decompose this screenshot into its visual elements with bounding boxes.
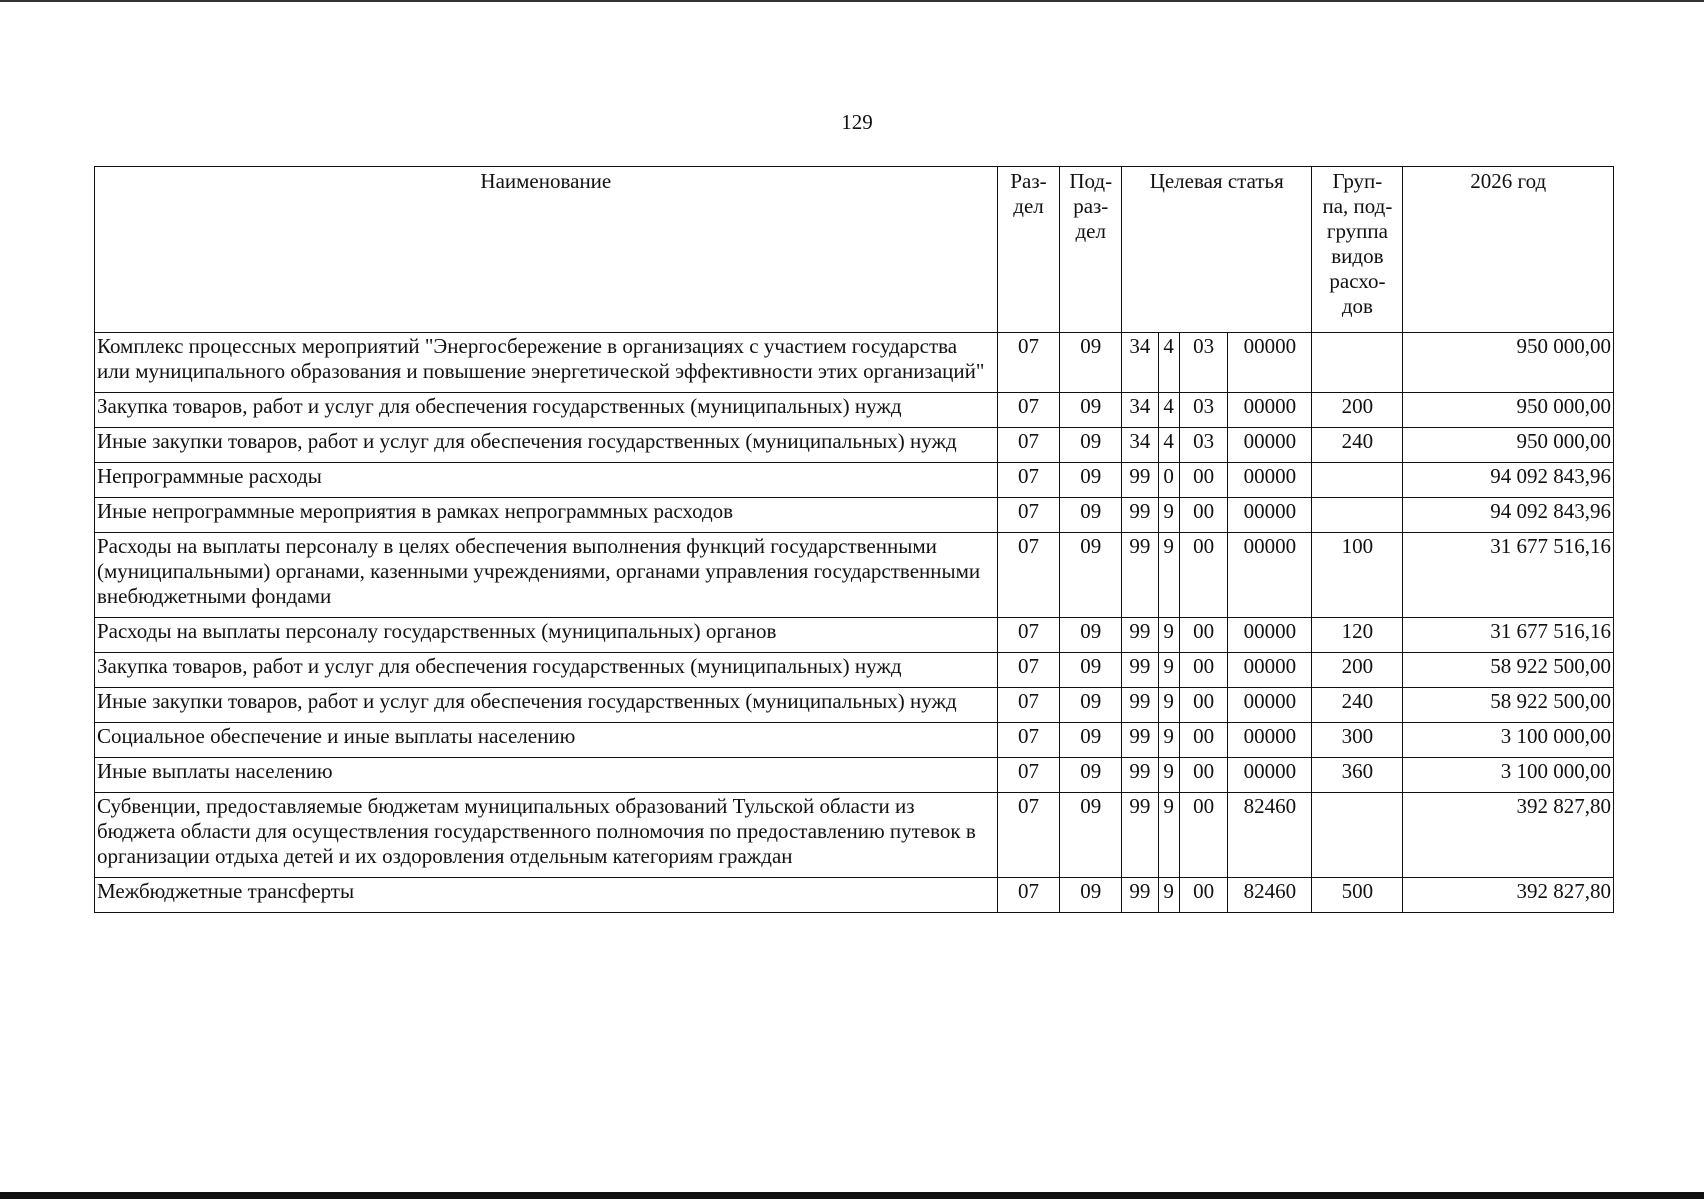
cell-target-direction: 00000 — [1228, 498, 1312, 533]
cell-target-event: 00 — [1179, 498, 1228, 533]
cell-target-program: 99 — [1122, 618, 1158, 653]
cell-target-type: 9 — [1158, 653, 1179, 688]
cell-target-type: 9 — [1158, 688, 1179, 723]
cell-target-direction: 00000 — [1228, 723, 1312, 758]
cell-name: Иные закупки товаров, работ и услуг для обеспечения государственных (муниципальных) нужд — [95, 428, 998, 463]
cell-target-program: 99 — [1122, 463, 1158, 498]
table-row — [95, 498, 1614, 533]
cell-target-program: 34 — [1122, 333, 1158, 393]
header-expense-group: Груп- па, под- группа видов расхо- дов — [1312, 167, 1403, 333]
cell-target-event: 03 — [1179, 393, 1228, 428]
table-row — [95, 653, 1614, 688]
cell-name: Расходы на выплаты персоналу в целях обеспечения выполнения функций государственными (муниципальными) органами, казенными учреждениями, органами управления государственными внебюджетными фондами — [95, 533, 998, 618]
cell-section: 07 — [997, 653, 1060, 688]
table-row — [95, 793, 1614, 878]
cell-target-direction: 00000 — [1228, 653, 1312, 688]
cell-target-event: 00 — [1179, 688, 1228, 723]
header-target-article: Целевая статья — [1122, 167, 1312, 333]
page-top-edge — [0, 0, 1704, 2]
cell-section: 07 — [997, 333, 1060, 393]
cell-expense-group: 100 — [1312, 533, 1403, 618]
cell-subsection: 09 — [1060, 793, 1122, 878]
cell-target-event: 00 — [1179, 758, 1228, 793]
cell-target-type: 9 — [1158, 498, 1179, 533]
cell-subsection: 09 — [1060, 428, 1122, 463]
cell-target-type: 9 — [1158, 533, 1179, 618]
header-subsection: Под- раз- дел — [1060, 167, 1122, 333]
cell-section: 07 — [997, 498, 1060, 533]
cell-target-event: 00 — [1179, 533, 1228, 618]
cell-section: 07 — [997, 428, 1060, 463]
cell-target-direction: 82460 — [1228, 878, 1312, 913]
cell-target-direction: 00000 — [1228, 688, 1312, 723]
cell-section: 07 — [997, 533, 1060, 618]
cell-amount: 950 000,00 — [1403, 393, 1614, 428]
cell-name: Закупка товаров, работ и услуг для обеспечения государственных (муниципальных) нужд — [95, 393, 998, 428]
cell-target-program: 99 — [1122, 498, 1158, 533]
cell-subsection: 09 — [1060, 758, 1122, 793]
cell-name: Иные непрограммные мероприятия в рамках непрограммных расходов — [95, 498, 998, 533]
cell-subsection: 09 — [1060, 688, 1122, 723]
table-row — [95, 758, 1614, 793]
page-bottom-edge — [0, 1192, 1704, 1199]
cell-amount: 392 827,80 — [1403, 793, 1614, 878]
cell-target-direction: 00000 — [1228, 618, 1312, 653]
cell-target-type: 4 — [1158, 428, 1179, 463]
cell-name: Закупка товаров, работ и услуг для обеспечения государственных (муниципальных) нужд — [95, 653, 998, 688]
cell-subsection: 09 — [1060, 878, 1122, 913]
cell-section: 07 — [997, 463, 1060, 498]
cell-target-direction: 00000 — [1228, 533, 1312, 618]
budget-table — [94, 166, 1614, 913]
cell-expense-group: 200 — [1312, 653, 1403, 688]
cell-expense-group — [1312, 333, 1403, 393]
table-body — [95, 333, 1614, 913]
cell-amount: 31 677 516,16 — [1403, 618, 1614, 653]
cell-expense-group: 120 — [1312, 618, 1403, 653]
cell-amount: 950 000,00 — [1403, 428, 1614, 463]
cell-name: Комплекс процессных мероприятий "Энергосбережение в организациях с участием государства или муниципального образования и повышение энергетической эффективности этих организаций" — [95, 333, 998, 393]
cell-expense-group: 200 — [1312, 393, 1403, 428]
cell-subsection: 09 — [1060, 498, 1122, 533]
cell-amount: 94 092 843,96 — [1403, 498, 1614, 533]
cell-section: 07 — [997, 618, 1060, 653]
header-year: 2026 год — [1403, 167, 1614, 333]
cell-expense-group: 240 — [1312, 688, 1403, 723]
cell-expense-group — [1312, 498, 1403, 533]
cell-name: Расходы на выплаты персоналу государственных (муниципальных) органов — [95, 618, 998, 653]
cell-target-event: 03 — [1179, 333, 1228, 393]
table-row — [95, 393, 1614, 428]
cell-target-program: 99 — [1122, 653, 1158, 688]
cell-amount: 58 922 500,00 — [1403, 653, 1614, 688]
cell-target-type: 0 — [1158, 463, 1179, 498]
cell-amount: 58 922 500,00 — [1403, 688, 1614, 723]
cell-target-direction: 00000 — [1228, 333, 1312, 393]
cell-target-event: 00 — [1179, 723, 1228, 758]
cell-target-type: 4 — [1158, 333, 1179, 393]
cell-section: 07 — [997, 688, 1060, 723]
cell-name: Межбюджетные трансферты — [95, 878, 998, 913]
page-number: 129 — [841, 110, 873, 134]
cell-target-event: 00 — [1179, 618, 1228, 653]
cell-section: 07 — [997, 723, 1060, 758]
cell-target-program: 34 — [1122, 428, 1158, 463]
cell-name: Иные выплаты населению — [95, 758, 998, 793]
cell-amount: 950 000,00 — [1403, 333, 1614, 393]
cell-expense-group: 240 — [1312, 428, 1403, 463]
cell-target-program: 99 — [1122, 793, 1158, 878]
cell-target-program: 99 — [1122, 723, 1158, 758]
cell-target-event: 03 — [1179, 428, 1228, 463]
cell-amount: 392 827,80 — [1403, 878, 1614, 913]
table-row — [95, 333, 1614, 393]
cell-subsection: 09 — [1060, 653, 1122, 688]
cell-section: 07 — [997, 878, 1060, 913]
cell-target-event: 00 — [1179, 793, 1228, 878]
cell-target-program: 99 — [1122, 878, 1158, 913]
table-row — [95, 878, 1614, 913]
table-row — [95, 723, 1614, 758]
cell-expense-group — [1312, 463, 1403, 498]
cell-section: 07 — [997, 393, 1060, 428]
cell-target-event: 00 — [1179, 653, 1228, 688]
cell-subsection: 09 — [1060, 463, 1122, 498]
table-row — [95, 688, 1614, 723]
cell-target-direction: 00000 — [1228, 428, 1312, 463]
cell-target-event: 00 — [1179, 878, 1228, 913]
cell-target-direction: 82460 — [1228, 793, 1312, 878]
cell-expense-group: 360 — [1312, 758, 1403, 793]
cell-subsection: 09 — [1060, 618, 1122, 653]
cell-name: Социальное обеспечение и иные выплаты населению — [95, 723, 998, 758]
table-row — [95, 428, 1614, 463]
table-row — [95, 533, 1614, 618]
cell-expense-group — [1312, 793, 1403, 878]
header-name: Наименование — [95, 167, 998, 333]
cell-target-type: 9 — [1158, 878, 1179, 913]
cell-target-direction: 00000 — [1228, 393, 1312, 428]
cell-target-type: 9 — [1158, 758, 1179, 793]
cell-target-program: 99 — [1122, 533, 1158, 618]
cell-target-event: 00 — [1179, 463, 1228, 498]
cell-name: Иные закупки товаров, работ и услуг для обеспечения государственных (муниципальных) нужд — [95, 688, 998, 723]
cell-target-type: 9 — [1158, 618, 1179, 653]
cell-target-type: 9 — [1158, 723, 1179, 758]
cell-name: Субвенции, предоставляемые бюджетам муниципальных образований Тульской области из бюджета области для осуществления государственного полномочия по предоставлению путевок в организации отдыха детей и их оздоровления отдельным категориям граждан — [95, 793, 998, 878]
cell-subsection: 09 — [1060, 333, 1122, 393]
cell-amount: 31 677 516,16 — [1403, 533, 1614, 618]
cell-amount: 3 100 000,00 — [1403, 723, 1614, 758]
cell-target-direction: 00000 — [1228, 758, 1312, 793]
cell-expense-group: 500 — [1312, 878, 1403, 913]
cell-target-type: 4 — [1158, 393, 1179, 428]
header-section: Раз- дел — [997, 167, 1060, 333]
cell-section: 07 — [997, 793, 1060, 878]
cell-target-program: 34 — [1122, 393, 1158, 428]
cell-target-program: 99 — [1122, 688, 1158, 723]
cell-amount: 94 092 843,96 — [1403, 463, 1614, 498]
cell-subsection: 09 — [1060, 393, 1122, 428]
cell-amount: 3 100 000,00 — [1403, 758, 1614, 793]
cell-subsection: 09 — [1060, 723, 1122, 758]
cell-expense-group: 300 — [1312, 723, 1403, 758]
table-row — [95, 618, 1614, 653]
cell-subsection: 09 — [1060, 533, 1122, 618]
cell-name: Непрограммные расходы — [95, 463, 998, 498]
table-header-row — [95, 167, 1614, 333]
cell-section: 07 — [997, 758, 1060, 793]
cell-target-program: 99 — [1122, 758, 1158, 793]
table-row — [95, 463, 1614, 498]
cell-target-type: 9 — [1158, 793, 1179, 878]
cell-target-direction: 00000 — [1228, 463, 1312, 498]
